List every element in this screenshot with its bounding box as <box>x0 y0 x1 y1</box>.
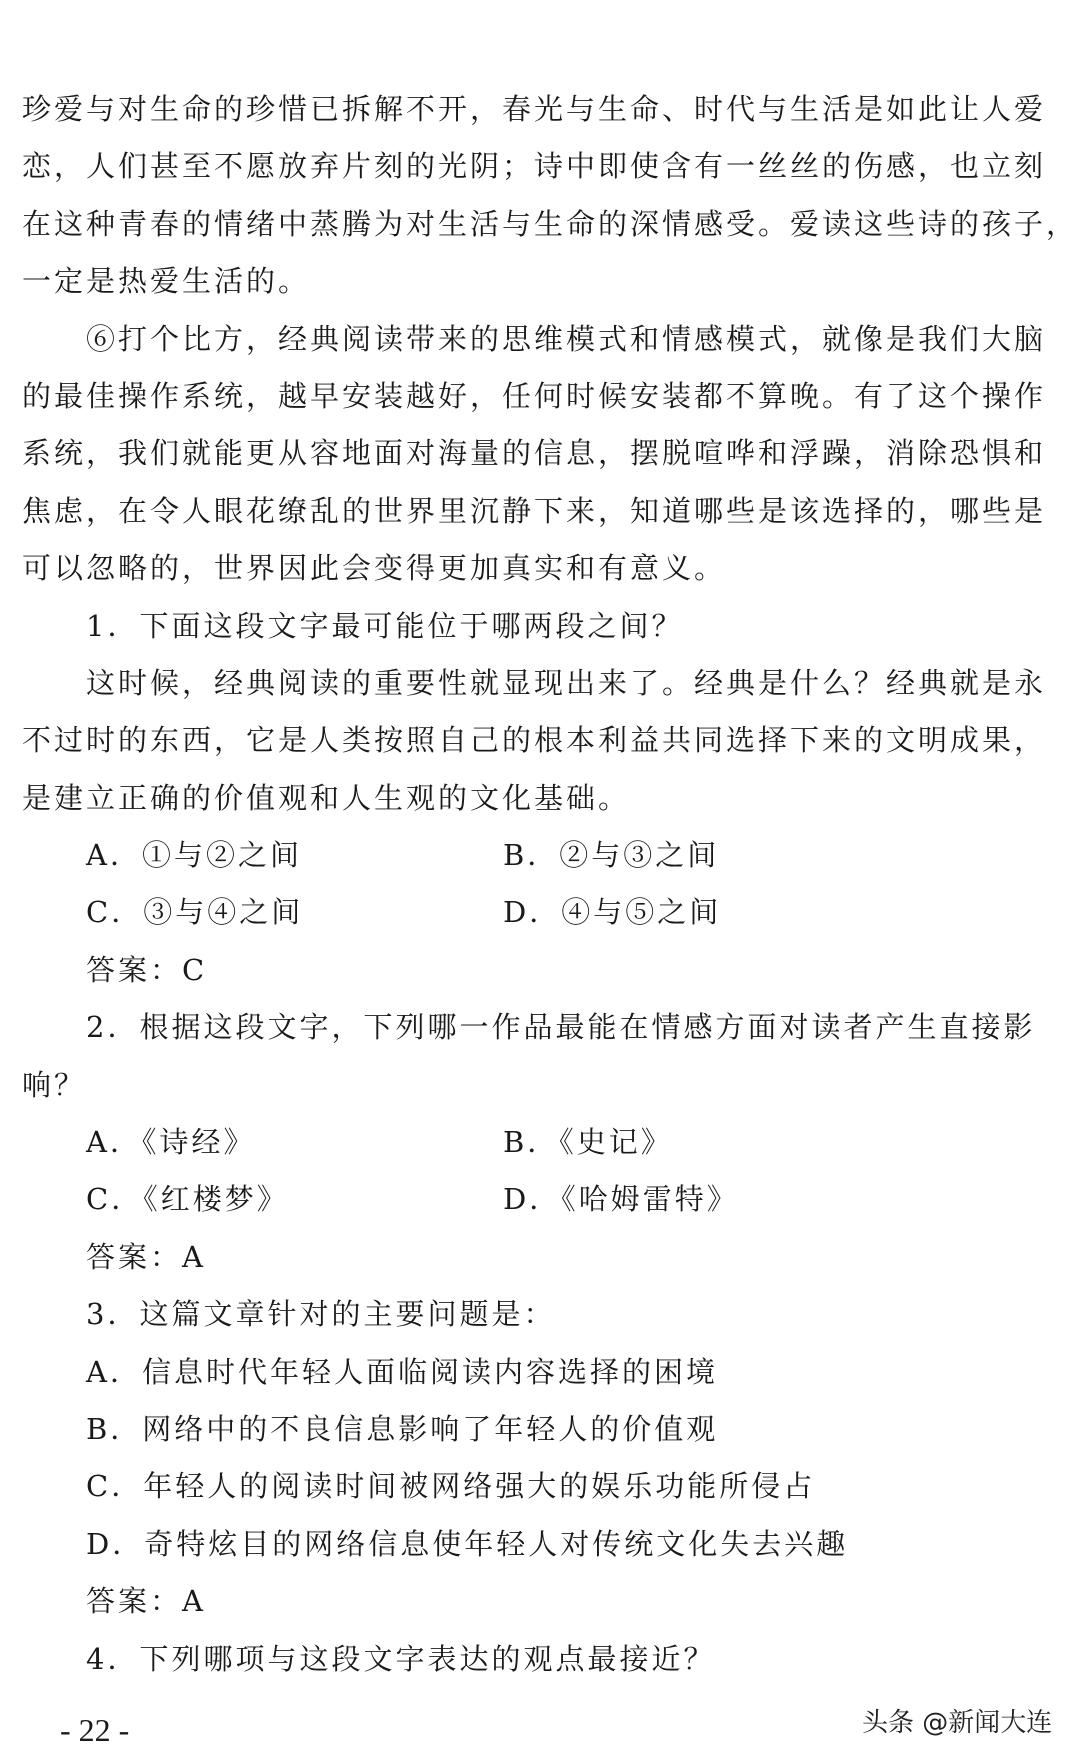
text-line: 焦虑，在令人眼花缭乱的世界里沉静下来，知道哪些是该选择的，哪些是 <box>22 493 1047 528</box>
q1-option-c: C．③与④之间 <box>86 895 304 930</box>
q1-option-d: D．④与⑤之间 <box>503 895 722 930</box>
q3-option-c: C．年轻人的阅读时间被网络强大的娱乐功能所侵占 <box>86 1469 816 1504</box>
q2-option-c: C．《红楼梦》 <box>86 1182 289 1217</box>
text-line: 系统，我们就能更从容地面对海量的信息，摆脱喧哗和浮躁，消除恐惧和 <box>22 436 1047 471</box>
q2-answer: 答案：A <box>86 1239 206 1274</box>
passage-line: 不过时的东西，它是人类按照自己的根本利益共同选择下来的文明成果， <box>22 723 1047 758</box>
q1-answer: 答案：C <box>86 952 208 987</box>
text-line: ⑥打个比方，经典阅读带来的思维模式和情感模式，就像是我们大脑 <box>86 321 1047 356</box>
text-line: 可以忽略的，世界因此会变得更加真实和有意义。 <box>22 551 727 586</box>
watermark: 头条 @新闻大连 <box>862 1708 1053 1738</box>
q3-option-a: A．信息时代年轻人面临阅读内容选择的困境 <box>86 1354 718 1389</box>
text-line: 恋，人们甚至不愿放弃片刻的光阴；诗中即使含有一丝丝的伤感，也立刻 <box>22 149 1047 184</box>
question-3: 3．这篇文章针对的主要问题是： <box>86 1297 556 1332</box>
q1-option-a: A．①与②之间 <box>86 838 302 873</box>
page-number: - 22 - <box>60 1712 130 1748</box>
question-1: 1．下面这段文字最可能位于哪两段之间？ <box>86 608 684 643</box>
document-page <box>22 81 1079 1688</box>
q1-option-b: B．②与③之间 <box>503 838 720 873</box>
passage-line: 这时候，经典阅读的重要性就显现出来了。经典是什么？经典就是永 <box>86 665 1047 700</box>
q2-option-a: A．《诗经》 <box>86 1125 256 1160</box>
passage-line: 是建立正确的价值观和人生观的文化基础。 <box>22 780 631 815</box>
q3-option-b: B．网络中的不良信息影响了年轻人的价值观 <box>86 1411 719 1446</box>
q3-option-d: D．奇特炫目的网络信息使年轻人对传统文化失去兴趣 <box>86 1526 849 1561</box>
question-2: 2．根据这段文字，下列哪一作品最能在情感方面对读者产生直接影 <box>86 1010 1036 1045</box>
q2-option-d: D．《哈姆雷特》 <box>503 1182 739 1217</box>
q3-answer: 答案：A <box>86 1584 206 1619</box>
text-line: 珍爱与对生命的珍惜已拆解不开，春光与生命、时代与生活是如此让人爱 <box>22 92 1047 126</box>
text-line: 在这种青春的情绪中蒸腾为对生活与生命的深情感受。爱读这些诗的孩子， <box>22 206 1079 241</box>
q2-option-b: B．《史记》 <box>503 1125 673 1160</box>
question-2-cont: 响？ <box>22 1067 87 1102</box>
text-line: 一定是热爱生活的。 <box>22 264 311 299</box>
question-4: 4．下列哪项与这段文字表达的观点最接近？ <box>86 1641 716 1676</box>
text-line: 的最佳操作系统，越早安装越好，任何时候安装都不算晚。有了这个操作 <box>22 378 1047 413</box>
